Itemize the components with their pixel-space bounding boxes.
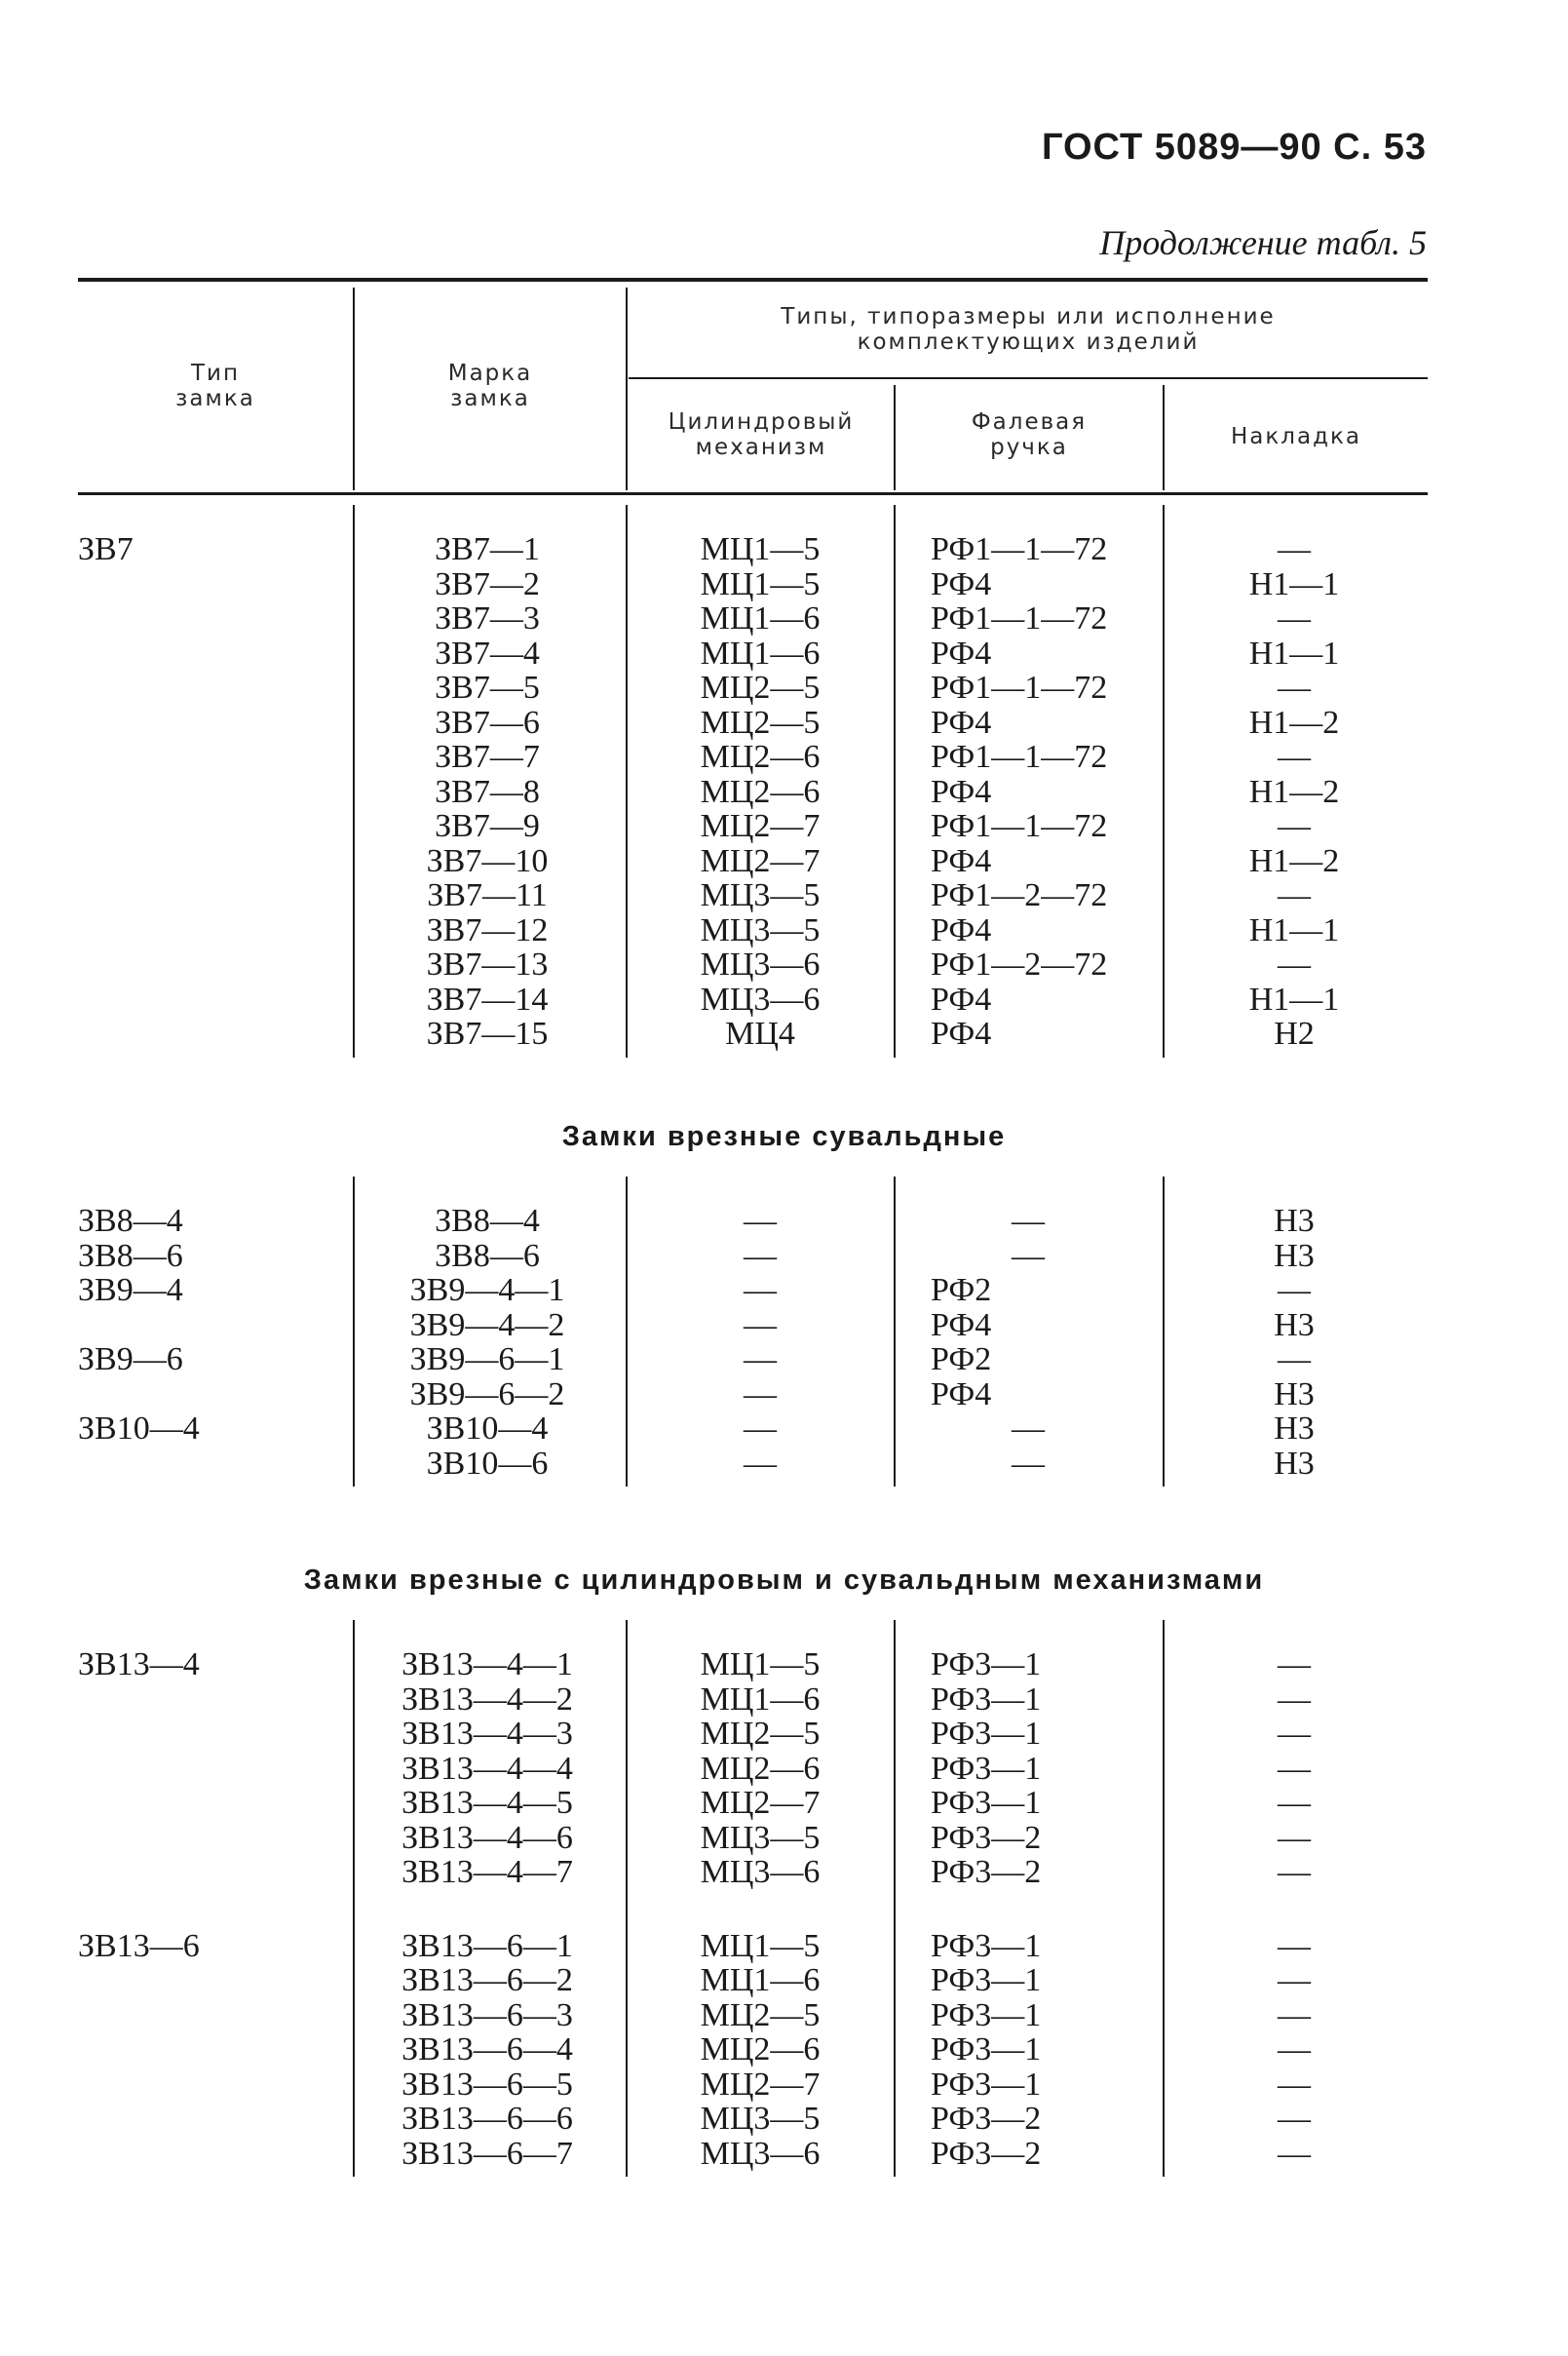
- plate-cell: —: [1278, 2066, 1311, 2103]
- plate-cell: —: [1278, 670, 1311, 706]
- handle-cell: РФ3—2: [931, 1854, 1042, 1890]
- cylinder-cell: МЦ2—7: [700, 2066, 821, 2103]
- lock-mark-cell: ЗВ13—6—3: [402, 1996, 573, 2033]
- handle-cell: РФ3—1: [931, 2066, 1042, 2103]
- cylinder-cell: МЦ2—6: [700, 1750, 821, 1787]
- lock-mark-cell: ЗВ13—6—7: [402, 2135, 573, 2172]
- section-title: Замки врезные с цилиндровым и сувальдным механизмами: [303, 1564, 1265, 1596]
- cylinder-cell: МЦ2—5: [700, 1716, 821, 1752]
- column-divider: [353, 1177, 355, 1487]
- lock-type-cell: ЗВ9—4: [78, 1272, 183, 1308]
- column-divider: [894, 505, 896, 1058]
- cylinder-cell: МЦ1—5: [700, 1927, 821, 1964]
- plate-cell: —: [1278, 1716, 1311, 1752]
- handle-cell: —: [1012, 1237, 1045, 1274]
- cylinder-cell: —: [744, 1306, 777, 1343]
- plate-cell: Н3: [1274, 1306, 1315, 1343]
- handle-cell: РФ3—2: [931, 1819, 1042, 1856]
- cylinder-cell: МЦ2—6: [700, 2031, 821, 2067]
- lock-mark-cell: ЗВ7—3: [435, 600, 540, 637]
- lock-mark-cell: ЗВ7—12: [426, 911, 549, 948]
- cylinder-cell: —: [744, 1341, 777, 1377]
- plate-cell: —: [1278, 531, 1311, 567]
- plate-cell: —: [1278, 1750, 1311, 1787]
- cylinder-cell: МЦ3—6: [700, 946, 821, 983]
- header-cylinder: Цилиндровый механизм: [668, 409, 855, 460]
- handle-cell: РФ4: [931, 981, 992, 1018]
- cylinder-cell: —: [744, 1410, 777, 1447]
- handle-cell: РФ1—1—72: [931, 600, 1108, 637]
- lock-mark-cell: ЗВ13—4—6: [402, 1819, 573, 1856]
- lock-mark-cell: ЗВ7—9: [435, 808, 540, 844]
- column-divider: [353, 1620, 355, 2177]
- lock-mark-cell: ЗВ10—4: [426, 1410, 549, 1447]
- plate-cell: —: [1278, 877, 1311, 913]
- handle-cell: РФ3—1: [931, 1996, 1042, 2033]
- handle-cell: РФ1—1—72: [931, 531, 1108, 567]
- lock-mark-cell: ЗВ9—4—1: [409, 1272, 565, 1308]
- section-title: Замки врезные сувальдные: [561, 1121, 1007, 1152]
- handle-cell: РФ3—1: [931, 1785, 1042, 1821]
- plate-cell: Н3: [1274, 1203, 1315, 1239]
- header-plate: Накладка: [1231, 424, 1361, 449]
- lock-mark-cell: ЗВ9—6—1: [409, 1341, 565, 1377]
- handle-cell: РФ3—2: [931, 2135, 1042, 2172]
- cylinder-cell: МЦ3—5: [700, 877, 821, 913]
- handle-cell: РФ4: [931, 704, 992, 741]
- handle-cell: —: [1012, 1203, 1045, 1239]
- plate-cell: —: [1278, 946, 1311, 983]
- cylinder-cell: МЦ1—6: [700, 1680, 821, 1718]
- column-divider: [626, 1620, 628, 2177]
- lock-mark-cell: ЗВ13—4—3: [402, 1716, 573, 1752]
- lock-mark-cell: ЗВ9—4—2: [409, 1306, 565, 1343]
- lock-mark-cell: ЗВ7—6: [435, 704, 540, 741]
- lock-mark-cell: ЗВ7—14: [426, 981, 549, 1018]
- lock-type-cell: ЗВ10—4: [78, 1410, 200, 1447]
- column-divider: [1163, 1177, 1165, 1487]
- cylinder-cell: МЦ3—5: [700, 911, 821, 948]
- plate-cell: —: [1278, 600, 1311, 637]
- plate-cell: —: [1278, 2101, 1311, 2137]
- cylinder-cell: МЦ2—5: [700, 1996, 821, 2033]
- lock-mark-cell: ЗВ13—4—4: [402, 1750, 573, 1787]
- handle-cell: РФ2: [931, 1272, 992, 1308]
- plate-cell: —: [1278, 2031, 1311, 2067]
- handle-cell: РФ4: [931, 773, 992, 810]
- cylinder-cell: —: [744, 1375, 777, 1412]
- cylinder-cell: МЦ1—6: [700, 1962, 821, 1998]
- cylinder-cell: МЦ3—5: [700, 2101, 821, 2137]
- plate-cell: —: [1278, 1646, 1311, 1682]
- lock-mark-cell: ЗВ13—4—1: [402, 1646, 573, 1682]
- column-divider: [1163, 1620, 1165, 2177]
- plate-cell: Н1—1: [1248, 981, 1340, 1018]
- plate-cell: —: [1278, 739, 1311, 775]
- plate-cell: Н3: [1274, 1375, 1315, 1412]
- handle-cell: РФ1—1—72: [931, 739, 1108, 775]
- cylinder-cell: МЦ4: [725, 1016, 795, 1052]
- page-header: ГОСТ 5089—90 С. 53: [1041, 127, 1427, 168]
- cylinder-cell: МЦ2—6: [700, 739, 821, 775]
- cylinder-cell: МЦ2—5: [700, 670, 821, 706]
- plate-cell: Н1—1: [1248, 911, 1340, 948]
- cylinder-cell: МЦ1—6: [700, 635, 821, 672]
- lock-type-cell: ЗВ8—4: [78, 1203, 183, 1239]
- cylinder-cell: МЦ3—6: [700, 981, 821, 1018]
- cylinder-cell: МЦ1—5: [700, 565, 821, 602]
- plate-cell: Н1—2: [1248, 773, 1340, 810]
- handle-cell: РФ3—1: [931, 1962, 1042, 1998]
- plate-cell: —: [1278, 2135, 1311, 2172]
- lock-mark-cell: ЗВ13—6—2: [402, 1962, 573, 1998]
- plate-cell: —: [1278, 1680, 1311, 1718]
- cylinder-cell: МЦ2—7: [700, 808, 821, 844]
- handle-cell: —: [1012, 1410, 1045, 1447]
- plate-cell: —: [1278, 1996, 1311, 2033]
- handle-cell: РФ1—2—72: [931, 946, 1108, 983]
- plate-cell: Н2: [1274, 1016, 1315, 1052]
- column-divider: [894, 1620, 896, 2177]
- handle-cell: РФ4: [931, 1375, 992, 1412]
- plate-cell: —: [1278, 1927, 1311, 1964]
- cylinder-cell: МЦ1—5: [700, 531, 821, 567]
- table-continuation-label: Продолжение табл. 5: [1099, 223, 1427, 262]
- lock-mark-cell: ЗВ13—6—1: [402, 1927, 573, 1964]
- column-divider: [626, 1177, 628, 1487]
- cylinder-cell: МЦ3—5: [700, 1819, 821, 1856]
- plate-cell: —: [1278, 1785, 1311, 1821]
- handle-cell: РФ4: [931, 1016, 992, 1052]
- lock-mark-cell: ЗВ13—6—5: [402, 2066, 573, 2103]
- lock-mark-cell: ЗВ7—13: [426, 946, 549, 983]
- plate-cell: —: [1278, 1854, 1311, 1890]
- lock-type-cell: ЗВ13—4: [78, 1646, 200, 1682]
- cylinder-cell: МЦ2—7: [700, 842, 821, 879]
- cylinder-cell: МЦ3—6: [700, 2135, 821, 2172]
- lock-mark-cell: ЗВ7—15: [426, 1016, 549, 1052]
- lock-mark-cell: ЗВ7—4: [435, 635, 540, 672]
- cylinder-cell: МЦ2—6: [700, 773, 821, 810]
- lock-mark-cell: ЗВ13—4—5: [402, 1785, 573, 1821]
- header-components-group: Типы, типоразмеры или исполнение комплектующих изделий: [781, 304, 1276, 355]
- header-handle: Фалевая ручка: [971, 409, 1088, 460]
- cylinder-cell: —: [744, 1237, 777, 1274]
- handle-cell: РФ3—1: [931, 1750, 1042, 1787]
- lock-mark-cell: ЗВ13—4—7: [402, 1854, 573, 1890]
- lock-type-cell: ЗВ13—6: [78, 1927, 200, 1964]
- plate-cell: Н1—1: [1248, 635, 1340, 672]
- lock-mark-cell: ЗВ7—5: [435, 670, 540, 706]
- plate-cell: Н1—1: [1248, 565, 1340, 602]
- lock-mark-cell: ЗВ13—4—2: [402, 1680, 573, 1718]
- lock-mark-cell: ЗВ7—8: [435, 773, 540, 810]
- table-top-rule: [78, 278, 1428, 282]
- column-divider: [353, 505, 355, 1058]
- handle-cell: РФ3—2: [931, 2101, 1042, 2137]
- header-lock-mark: Марка замка: [447, 361, 533, 411]
- header-bottom-rule: [78, 492, 1428, 495]
- cylinder-cell: МЦ1—6: [700, 600, 821, 637]
- handle-cell: РФ2: [931, 1341, 992, 1377]
- handle-cell: РФ3—1: [931, 1646, 1042, 1682]
- handle-cell: РФ1—2—72: [931, 877, 1108, 913]
- cylinder-cell: —: [744, 1203, 777, 1239]
- plate-cell: Н3: [1274, 1445, 1315, 1482]
- cylinder-cell: МЦ3—6: [700, 1854, 821, 1890]
- header-divider-2: [626, 288, 628, 490]
- lock-type-cell: ЗВ8—6: [78, 1237, 183, 1274]
- lock-mark-cell: ЗВ13—6—4: [402, 2031, 573, 2067]
- lock-mark-cell: ЗВ7—2: [435, 565, 540, 602]
- lock-mark-cell: ЗВ8—4: [435, 1203, 540, 1239]
- cylinder-cell: МЦ1—5: [700, 1646, 821, 1682]
- plate-cell: —: [1278, 1962, 1311, 1998]
- lock-type-cell: ЗВ7: [78, 531, 134, 567]
- lock-mark-cell: ЗВ7—11: [427, 877, 548, 913]
- lock-mark-cell: ЗВ8—6: [435, 1237, 540, 1274]
- header-lock-type: Тип замка: [175, 361, 255, 411]
- lock-mark-cell: ЗВ7—7: [435, 739, 540, 775]
- handle-cell: РФ4: [931, 842, 992, 879]
- handle-cell: РФ4: [931, 565, 992, 602]
- lock-mark-cell: ЗВ7—1: [435, 531, 540, 567]
- column-divider: [1163, 505, 1165, 1058]
- handle-cell: РФ4: [931, 635, 992, 672]
- lock-mark-cell: ЗВ9—6—2: [409, 1375, 565, 1412]
- cylinder-cell: —: [744, 1272, 777, 1308]
- handle-cell: РФ4: [931, 1306, 992, 1343]
- cylinder-cell: МЦ2—5: [700, 704, 821, 741]
- handle-cell: РФ1—1—72: [931, 808, 1108, 844]
- lock-type-cell: ЗВ9—6: [78, 1341, 183, 1377]
- column-divider: [626, 505, 628, 1058]
- plate-cell: Н3: [1274, 1410, 1315, 1447]
- header-group-rule: [629, 377, 1428, 379]
- handle-cell: РФ3—1: [931, 2031, 1042, 2067]
- plate-cell: Н1—2: [1248, 842, 1340, 879]
- cylinder-cell: МЦ2—7: [700, 1785, 821, 1821]
- handle-cell: РФ3—1: [931, 1927, 1042, 1964]
- plate-cell: —: [1278, 1341, 1311, 1377]
- handle-cell: —: [1012, 1445, 1045, 1482]
- lock-mark-cell: ЗВ13—6—6: [402, 2101, 573, 2137]
- handle-cell: РФ3—1: [931, 1716, 1042, 1752]
- plate-cell: Н3: [1274, 1237, 1315, 1274]
- handle-cell: РФ3—1: [931, 1680, 1042, 1718]
- plate-cell: —: [1278, 1272, 1311, 1308]
- column-divider: [894, 1177, 896, 1487]
- plate-cell: —: [1278, 1819, 1311, 1856]
- lock-mark-cell: ЗВ7—10: [426, 842, 549, 879]
- lock-mark-cell: ЗВ10—6: [426, 1445, 549, 1482]
- handle-cell: РФ1—1—72: [931, 670, 1108, 706]
- handle-cell: РФ4: [931, 911, 992, 948]
- cylinder-cell: —: [744, 1445, 777, 1482]
- plate-cell: —: [1278, 808, 1311, 844]
- plate-cell: Н1—2: [1248, 704, 1340, 741]
